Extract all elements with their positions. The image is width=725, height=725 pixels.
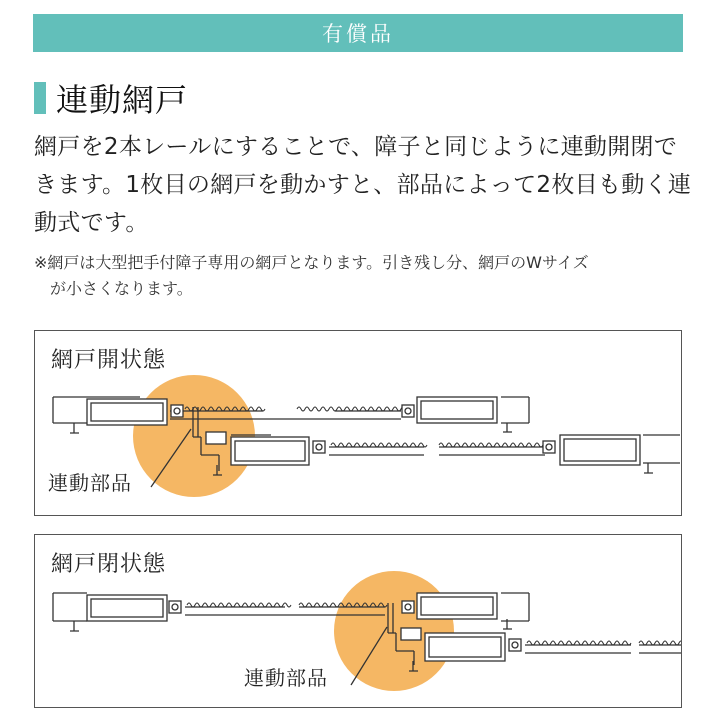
lower-roller-left-dot [316, 444, 322, 450]
note-line-1: ※網戸は大型把手付障子専用の網戸となります。引き残し分、網戸のWサイズ [34, 253, 589, 272]
link-part-block [206, 432, 226, 444]
upper-frame-right-closed [417, 593, 497, 619]
upper-roller-left-dot-closed [172, 604, 178, 610]
upper-pin-left-closed [70, 621, 79, 631]
diagram-open-title: 網戸開状態 [51, 348, 167, 373]
lower-rail-right [643, 435, 680, 463]
lower-mesh-wave-b-closed [639, 641, 682, 645]
diagram-open-state [34, 330, 682, 516]
paid-option-banner [33, 14, 683, 52]
note [34, 250, 694, 302]
lower-frame-left-closed [425, 633, 505, 661]
highlight-circle [133, 375, 255, 497]
section-title: 連動網戸 [56, 81, 189, 119]
lower-roller-right-dot [546, 444, 552, 450]
upper-frame-left [87, 399, 167, 425]
section-description: 網戸を2本レールにすることで、障子と同じように連動開閉できます。1枚目の網戸を動かすと、部品によって2枚目も動く連動式です。 [34, 134, 692, 236]
upper-pin-right [503, 423, 512, 432]
upper-pin-left [70, 423, 79, 433]
upper-roller-right-dot-closed [405, 604, 411, 610]
upper-roller-left-dot [174, 408, 180, 414]
upper-roller-right-dot [405, 408, 411, 414]
lower-mesh-rail [329, 447, 545, 455]
link-part-block-closed [401, 628, 421, 640]
lower-frame-left [231, 437, 309, 465]
heading-accent-bar [34, 82, 46, 114]
lower-mesh-rail-closed [525, 645, 681, 653]
diagram-closed-title: 網戸閉状態 [51, 552, 167, 577]
upper-frame-right [417, 397, 497, 423]
note-line-2: が小さくなります。 [50, 279, 193, 298]
highlight-circle-closed [334, 571, 454, 691]
diagram-closed-part-label: 連動部品 [241, 662, 331, 691]
banner-label: 有償品 [322, 22, 394, 46]
lower-pin-right [644, 463, 653, 473]
section-heading [34, 76, 188, 120]
diagram-open-part-label: 連動部品 [45, 467, 135, 496]
diagram-closed-state [34, 534, 682, 708]
lower-roller-left-dot-closed [512, 642, 518, 648]
lower-frame-right [560, 435, 640, 465]
upper-frame-left-closed [87, 595, 167, 621]
